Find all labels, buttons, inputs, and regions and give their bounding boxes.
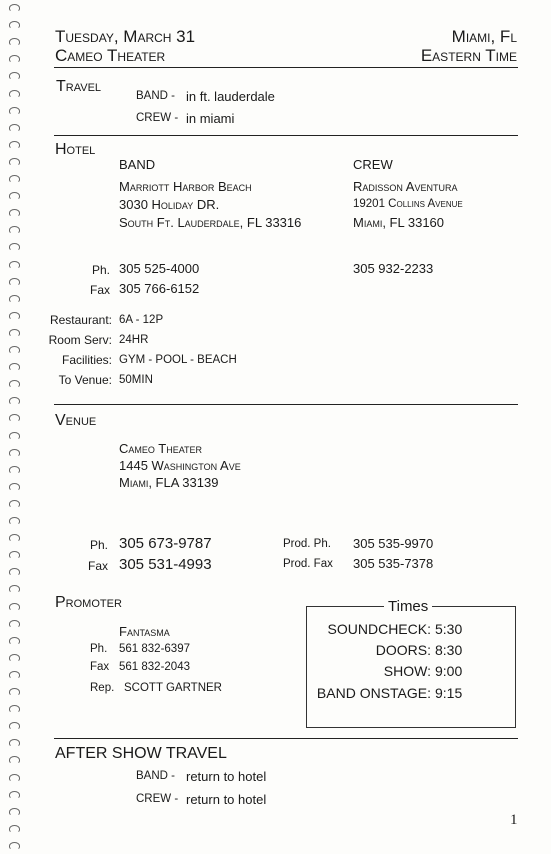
time-label: SHOW:	[383, 663, 431, 679]
spiral-hole	[9, 380, 20, 388]
after-show-band-value: return to hotel	[186, 769, 267, 784]
spiral-hole	[9, 534, 20, 542]
facilities-value: GYM - POOL - BEACH	[119, 354, 237, 366]
spiral-hole	[9, 90, 20, 98]
hotel-crew-heading: CREW	[353, 157, 393, 172]
hotel-fax-label: Fax	[89, 283, 110, 297]
spiral-hole	[9, 414, 20, 422]
promoter-rep-label: Rep.	[90, 682, 115, 694]
travel-title: Travel	[56, 78, 102, 95]
spiral-hole	[9, 500, 20, 508]
after-show-crew-label: CREW -	[136, 793, 179, 805]
hotel-ph-label: Ph.	[91, 263, 110, 277]
hotel-title: Hotel	[55, 141, 96, 158]
spiral-hole	[9, 278, 20, 286]
spiral-hole	[9, 192, 20, 200]
spiral-hole	[9, 825, 20, 833]
spiral-hole	[9, 295, 20, 303]
spiral-hole	[9, 688, 20, 696]
spiral-hole	[9, 397, 20, 405]
header-city: Miami, Fl	[451, 27, 517, 46]
header-timezone: Eastern Time	[420, 46, 517, 65]
spiral-hole	[9, 637, 20, 645]
promoter-divider	[54, 738, 518, 739]
venue-prod-fax: 305 535-7378	[353, 556, 434, 571]
restaurant-value: 6A - 12P	[119, 314, 164, 326]
venue-fax-label: Fax	[87, 559, 108, 573]
hotel-crew-street: 19201 Collins Avenue	[353, 198, 463, 210]
header-venue-name: Cameo Theater	[55, 46, 166, 65]
spiral-hole	[9, 158, 20, 166]
roomserv-value: 24HR	[119, 334, 149, 346]
spiral-hole	[9, 141, 20, 149]
spiral-hole	[9, 551, 20, 559]
time-value: 9:00	[435, 663, 463, 679]
spiral-hole	[9, 756, 20, 764]
spiral-hole	[9, 568, 20, 576]
venue-prod-ph-label: Prod. Ph.	[283, 538, 331, 550]
spiral-hole	[9, 4, 20, 12]
travel-crew-label: CREW -	[136, 112, 179, 124]
hotel-band-fax: 305 766-6152	[119, 281, 200, 296]
spiral-hole	[9, 312, 20, 320]
after-show-crew-value: return to hotel	[186, 792, 267, 807]
venue-prod-phone: 305 535-9970	[353, 536, 434, 551]
spiral-hole	[9, 432, 20, 440]
time-value: 5:30	[435, 621, 463, 637]
hotel-divider	[54, 404, 518, 405]
spiral-hole	[9, 363, 20, 371]
spiral-hole	[9, 107, 20, 115]
header-divider	[54, 67, 518, 68]
travel-crew-value: in miami	[186, 111, 235, 126]
spiral-hole	[9, 175, 20, 183]
spiral-hole	[9, 791, 20, 799]
venue-prod-fax-label: Prod. Fax	[283, 558, 333, 570]
hotel-crew-name: Radisson Aventura	[353, 179, 458, 194]
spiral-hole	[9, 620, 20, 628]
spiral-hole	[9, 654, 20, 662]
spiral-hole	[9, 722, 20, 730]
spiral-hole	[9, 517, 20, 525]
spiral-hole	[9, 55, 20, 63]
hotel-band-city: South Ft. Lauderdale, FL 33316	[119, 215, 302, 230]
promoter-phone: 561 832-6397	[119, 643, 190, 655]
tovenue-value: 50MIN	[119, 374, 153, 386]
spiral-hole	[9, 705, 20, 713]
facilities-label: Facilities:	[61, 353, 112, 367]
spiral-hole	[9, 38, 20, 46]
travel-band-label: BAND -	[136, 90, 175, 102]
after-show-band-label: BAND -	[136, 770, 175, 782]
promoter-ph-label: Ph.	[90, 643, 108, 655]
spiral-hole	[9, 21, 20, 29]
spiral-hole	[9, 842, 20, 850]
roomserv-label: Room Serv:	[48, 333, 112, 347]
spiral-hole	[9, 449, 20, 457]
header-date: Tuesday, March 31	[55, 27, 196, 46]
hotel-crew-phone: 305 932-2233	[353, 261, 434, 276]
promoter-rep: SCOTT GARTNER	[124, 682, 222, 694]
time-label: DOORS:	[375, 642, 431, 658]
hotel-band-street: 3030 Holiday DR.	[119, 197, 220, 212]
promoter-fax: 561 832-2043	[119, 661, 190, 673]
venue-title: Venue	[55, 412, 97, 429]
time-value: 8:30	[435, 642, 463, 658]
spiral-hole	[9, 346, 20, 354]
times-title: Times	[384, 598, 432, 615]
spiral-hole	[9, 585, 20, 593]
spiral-hole	[9, 261, 20, 269]
hotel-band-name: Marriott Harbor Beach	[119, 179, 252, 194]
spiral-hole	[9, 329, 20, 337]
hotel-band-heading: BAND	[119, 157, 156, 172]
spiral-hole	[9, 774, 20, 782]
venue-name: Cameo Theater	[119, 441, 203, 456]
promoter-fax-label: Fax	[90, 661, 110, 673]
spiral-binding	[0, 0, 30, 854]
spiral-hole	[9, 466, 20, 474]
promoter-name: Fantasma	[119, 624, 170, 639]
venue-ph-label: Ph.	[89, 538, 108, 552]
hotel-crew-city: Miami, FL 33160	[353, 215, 445, 230]
spiral-hole	[9, 671, 20, 679]
hotel-band-phone: 305 525-4000	[119, 261, 200, 276]
spiral-hole	[9, 243, 20, 251]
time-label: SOUNDCHECK:	[327, 621, 431, 637]
tovenue-label: To Venue:	[58, 373, 112, 387]
spiral-hole	[9, 226, 20, 234]
spiral-hole	[9, 808, 20, 816]
venue-phone: 305 673-9787	[119, 535, 212, 552]
venue-street: 1445 Washington Ave	[119, 458, 241, 473]
spiral-hole	[9, 72, 20, 80]
spiral-hole	[9, 603, 20, 611]
venue-fax: 305 531-4993	[119, 556, 212, 573]
promoter-title: Promoter	[55, 594, 122, 611]
travel-divider	[54, 135, 518, 136]
page-number: 1	[510, 812, 518, 828]
restaurant-label: Restaurant:	[49, 313, 112, 327]
venue-city: Miami, FLA 33139	[119, 475, 219, 490]
spiral-hole	[9, 209, 20, 217]
after-show-title: AFTER SHOW TRAVEL	[55, 745, 227, 762]
spiral-hole	[9, 739, 20, 747]
time-label: BAND ONSTAGE:	[316, 685, 431, 701]
spiral-hole	[9, 483, 20, 491]
spiral-hole	[9, 124, 20, 132]
travel-band-value: in ft. lauderdale	[186, 89, 275, 104]
time-value: 9:15	[435, 685, 463, 701]
